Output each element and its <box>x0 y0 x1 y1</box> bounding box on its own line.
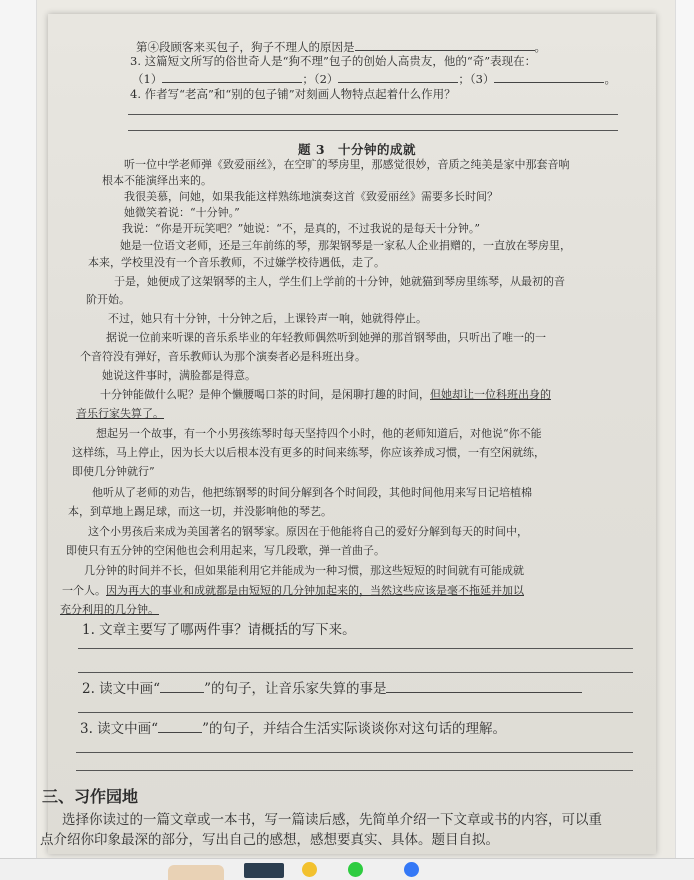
answer-line <box>76 752 633 753</box>
passage-line <box>62 584 524 598</box>
section-heading: 三、习作园地 <box>42 787 139 806</box>
passage-line: 不过，她只有十分钟，十分钟之后，上课铃声一响，她就得停止。 <box>108 312 427 325</box>
passage-line: 几分钟的时间并不长，但如果能利用它并能成为一种习惯，那这些短短的时间就有可能成就 <box>84 564 524 577</box>
question-reason: 第④段顾客来买包子，狗子不理人的原因是 。 <box>136 40 546 54</box>
passage-line: 个音符没有弹好，音乐教师认为那个演奏者必是科班出身。 <box>80 350 366 363</box>
passage-line: 想起另一个故事，有一个小男孩练琴时每天坚持四个小时，他的老师知道后，对他说“你不能 <box>96 427 542 440</box>
answer-blank <box>160 680 204 693</box>
passage-line: 这个小男孩后来成为美国著名的钢琴家。原因在于他能将自己的爱好分解到每天的时间中， <box>88 525 528 538</box>
passage-line: 本来，学校里没有一个音乐教师，不过嫌学校待遇低，走了。 <box>88 256 385 269</box>
viewer-left-margin <box>0 0 37 858</box>
answer-line <box>78 672 633 673</box>
writing-prompt-line: 选择你读过的一篇文章或一本书，写一篇读后感，先简单介绍一下文章或书的内容，可以重 <box>62 812 602 828</box>
passage-line: 他听从了老师的劝告，他把练钢琴的时间分解到各个时间段，其他时间他用来写日记培植棉 <box>92 486 532 499</box>
app-window-icon[interactable] <box>244 863 284 878</box>
worksheet-page <box>40 14 656 854</box>
answer-line <box>78 648 633 649</box>
answer-blank-1 <box>162 70 302 83</box>
passage-line: 据说一位前来听课的音乐系毕业的年轻教师偶然听到她弹的那首钢琴曲，只听出了唯一的一 <box>106 331 546 344</box>
taskbar <box>0 858 694 880</box>
passage-line: 她微笑着说：“十分钟。” <box>124 206 240 219</box>
answer-line <box>128 114 618 115</box>
cat-sticker-icon <box>168 865 224 880</box>
passage-line: 我说：“你是开玩笑吧？”她说：“不，是真的，不过我说的是每天十分钟。” <box>122 222 480 235</box>
browser-icon[interactable] <box>404 862 419 877</box>
question-reason-text: 第④段顾客来买包子，狗子不理人的原因是 <box>136 40 355 54</box>
underlined-sentence: 音乐行家失算了。 <box>76 407 164 420</box>
question-1: 1. 文章主要写了哪两件事？请概括的写下来。 <box>82 622 356 638</box>
blank-label-3: ；（3） <box>458 72 495 86</box>
question-3-blanks <box>132 70 616 86</box>
passage-line: 根本不能演绎出来的。 <box>102 174 212 187</box>
passage-line: 我很美慕，问她，如果我能这样熟练地演奏这首《致爱丽丝》需要多长时间？ <box>124 190 498 203</box>
question-4: 4. 作者写“老高”和“别的包子铺”对刻画人物特点起着什么作用？ <box>130 87 456 101</box>
question-3b-text: 3. 读文中画“ <box>80 721 159 737</box>
blank-label-1: （1） <box>132 72 163 86</box>
underlined-sentence: 因为再大的事业和成就都是由短短的几分钟加起来的，当然这些应该是毫不拖延并加以 <box>106 584 524 597</box>
answer-blank <box>355 38 535 51</box>
passage-line: 即使只有五分钟的空闲他也会利用起来，写几段歌，弹一首曲子。 <box>66 544 385 557</box>
answer-blank <box>158 720 202 733</box>
passage-line <box>100 388 551 402</box>
underlined-sentence: 但她却让一位科班出身的 <box>430 388 551 401</box>
passage-line: 即使几分钟就行” <box>72 465 155 478</box>
answer-blank <box>386 680 582 693</box>
viewer-right-margin <box>675 0 694 858</box>
question-2 <box>82 680 582 697</box>
answer-blank-3 <box>494 70 604 83</box>
question-3: 3. 这篇短文所写的俗世奇人是“狗不理”包子的创始人高贵友，他的“奇”表现在： <box>130 54 537 68</box>
passage-text: 一个人。 <box>62 584 106 597</box>
underlined-sentence: 充分利用的几分钟。 <box>60 603 159 616</box>
answer-line <box>78 712 633 713</box>
wechat-icon[interactable] <box>348 862 363 877</box>
answer-blank-2 <box>338 70 458 83</box>
passage-text: 十分钟能做什么呢？是伸个懒腰喝口茶的时间，是闲聊打趣的时间， <box>100 388 430 401</box>
folder-icon[interactable] <box>302 862 317 877</box>
question-3b-text-2: ”的句子，并结合生活实际谈谈你对这句话的理解。 <box>202 721 506 737</box>
passage-line: 这样练，马上停止，因为长大以后根本没有更多的时间来练琴，你应该养成习惯，一有空闲就练， <box>72 446 545 459</box>
passage-line: 她说这件事时，满脸都是得意。 <box>102 369 256 382</box>
passage-line: 她是一位语文老师，还是三年前练的琴，那架钢琴是一家私人企业捐赠的，一直放在琴房里， <box>120 239 571 252</box>
passage-line: 听一位中学老师弹《致爱丽丝》，在空旷的琴房里，那感觉很妙，音质之纯美是家中那套音响 <box>124 158 570 171</box>
question-3b <box>80 720 506 737</box>
question-2-text: 2. 读文中画“ <box>82 681 161 697</box>
blank-label-2: ；（2） <box>302 72 339 86</box>
answer-line <box>76 770 633 771</box>
passage-title: 题 3 十分钟的成就 <box>298 142 417 157</box>
question-2-text-2: ”的句子，让音乐家失算的事是 <box>204 681 387 697</box>
writing-prompt-line: 点介绍你印象最深的部分，写出自己的感想，感想要真实、具体。题目自拟。 <box>40 832 499 848</box>
passage-line: 阶开始。 <box>86 293 130 306</box>
end-mark: 。 <box>604 72 616 86</box>
passage-line: 于是，她便成了这架钢琴的主人，学生们上学前的十分钟，她就猫到琴房里练琴，从最初的音 <box>114 275 565 288</box>
answer-line <box>128 130 618 131</box>
passage-line: 本，到草地上踢足球，而这一切，并没影响他的琴艺。 <box>68 505 332 518</box>
